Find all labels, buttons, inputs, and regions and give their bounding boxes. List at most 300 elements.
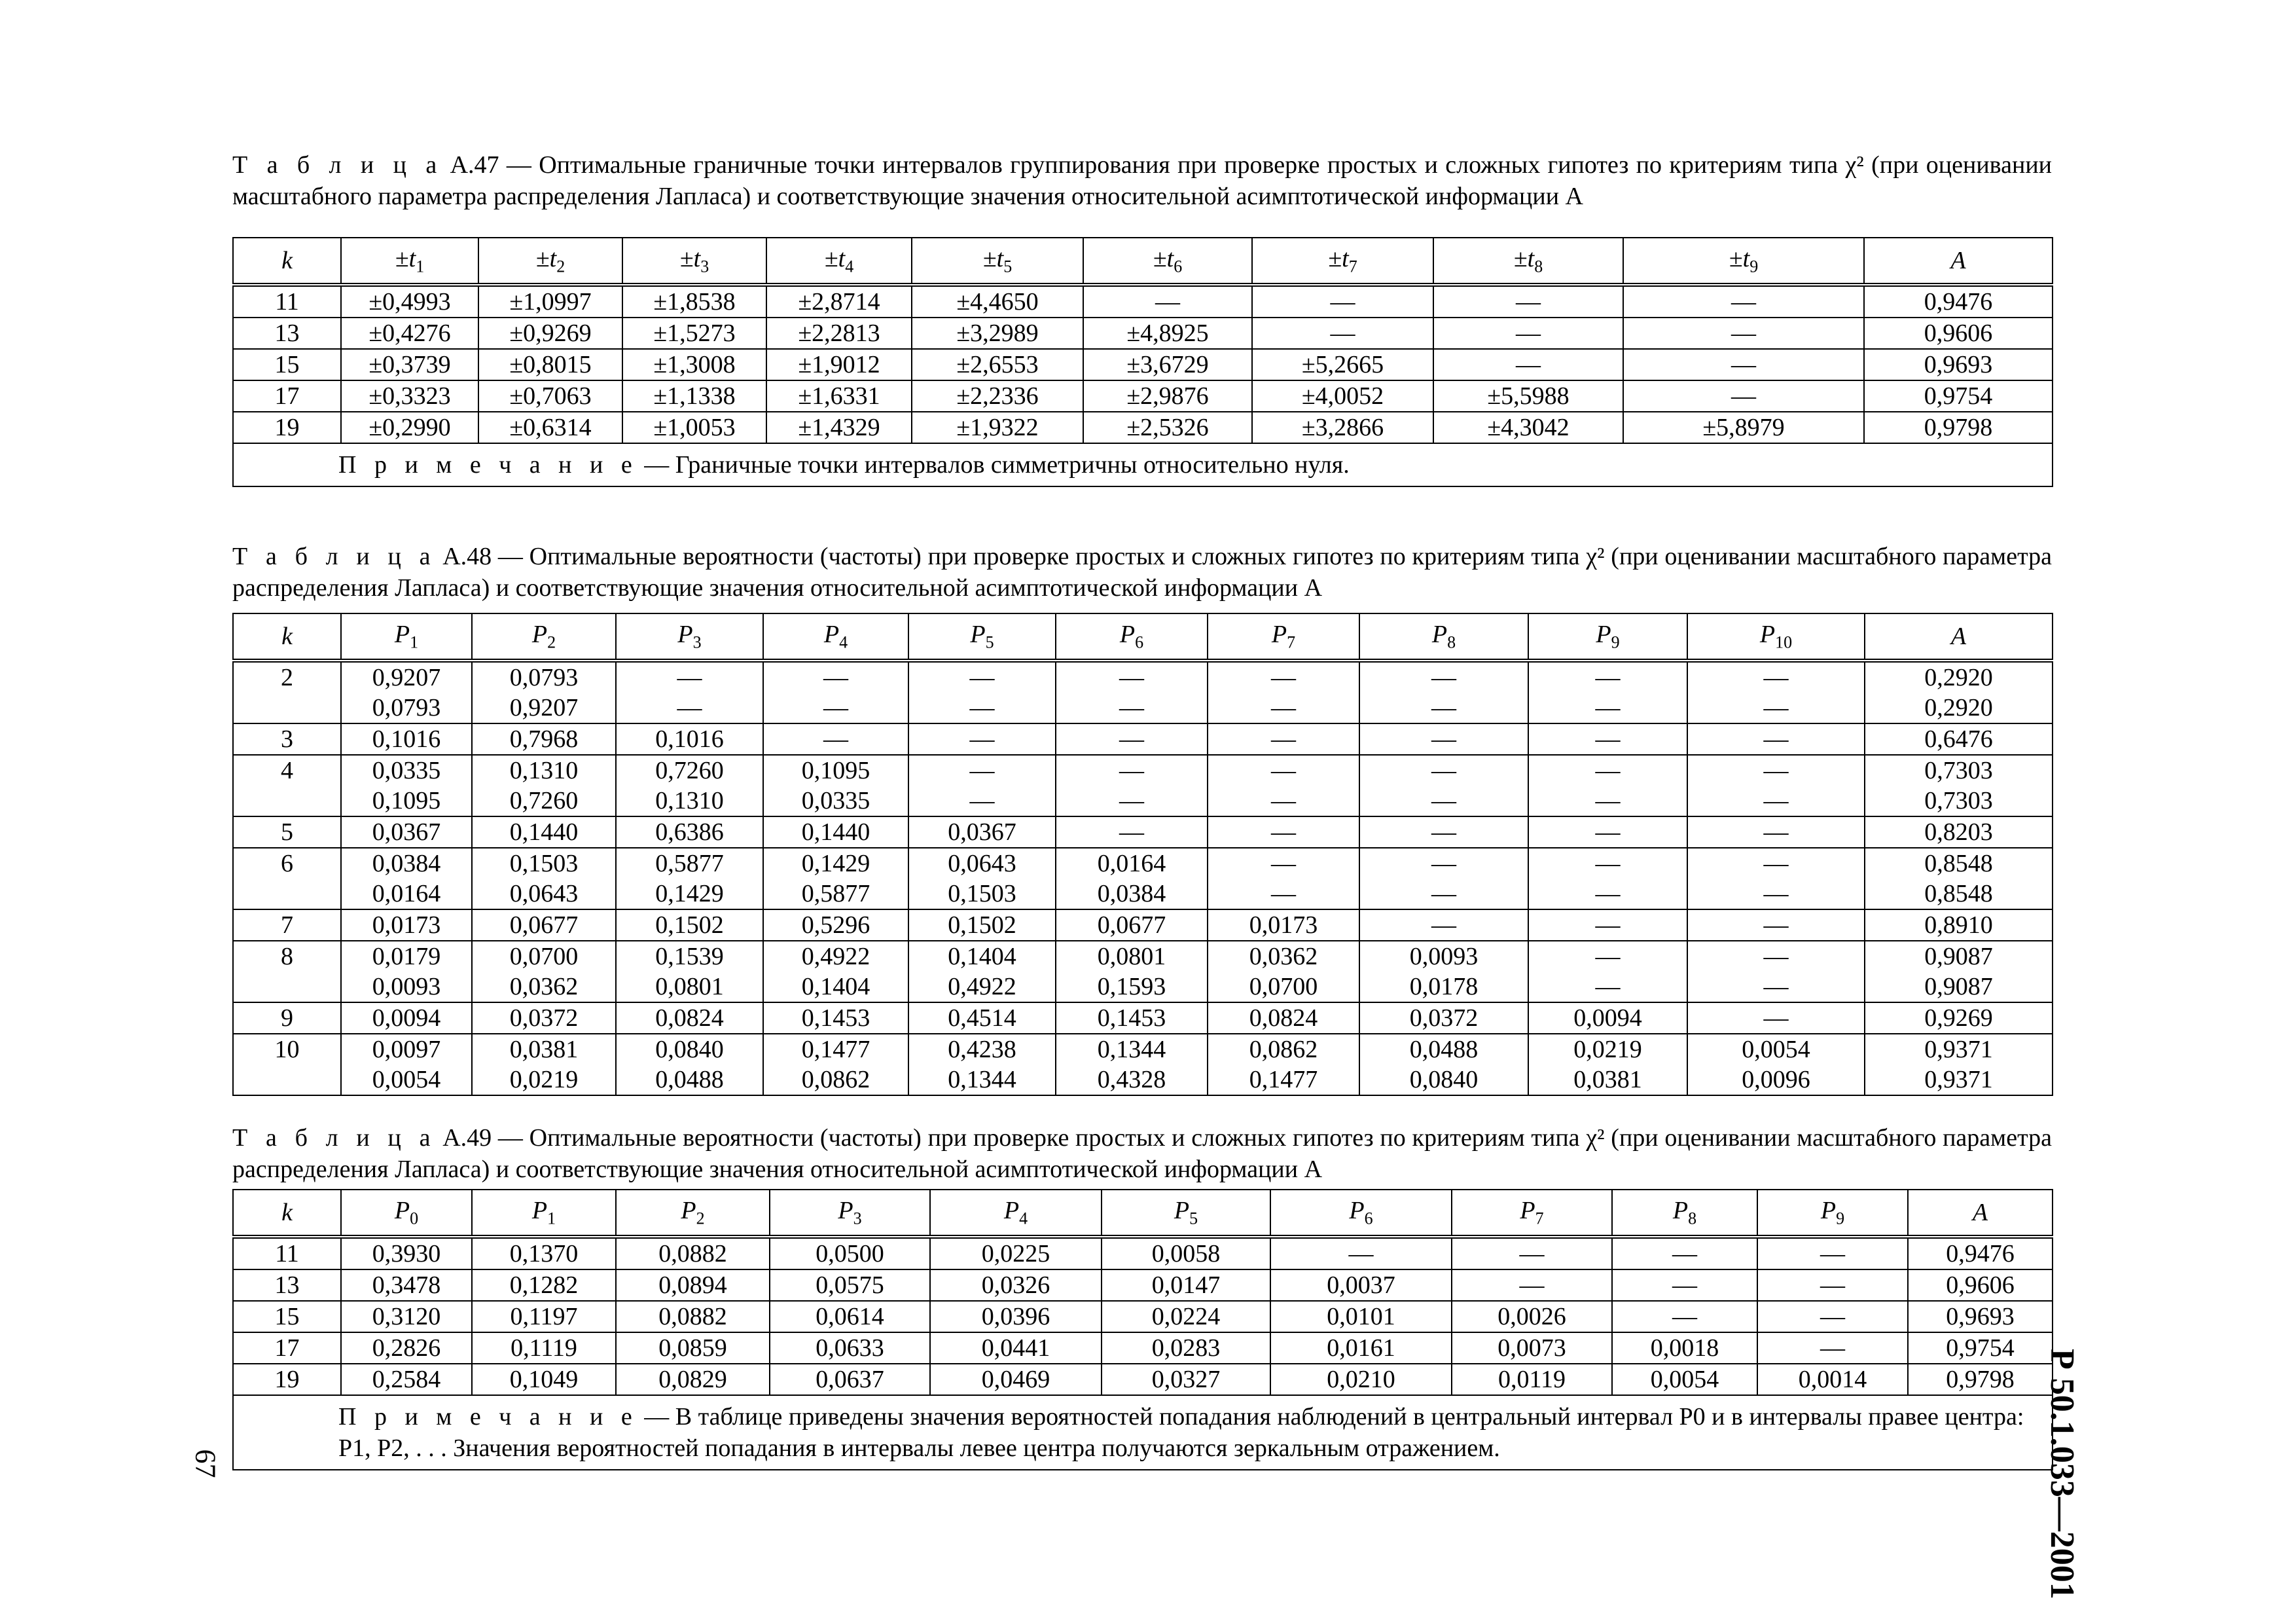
- table-cell: —: [1252, 318, 1433, 349]
- table-row: [233, 1065, 2053, 1095]
- table-cell: ±0,6314: [478, 412, 622, 443]
- table-cell: 0,0058: [1102, 1237, 1270, 1269]
- table-cell: 0,1282: [472, 1269, 616, 1301]
- table-cell: 0,0677: [472, 909, 616, 941]
- column-header: $\pm t_8$: [1433, 238, 1623, 285]
- caption-text: А.48 — Оптимальные вероятности (частоты) при проверке простых и сложных гипотез по критериям типа χ² (при оценивании масштабного параметра распределения Лапласа) и соответствующие значения относительной асимптотической информации A: [232, 543, 2053, 602]
- table-cell: 0,2826: [341, 1332, 472, 1364]
- table-cell: 0,9476: [1908, 1237, 2053, 1269]
- table-cell: ±2,6553: [912, 349, 1083, 380]
- caption-text: А.49 — Оптимальные вероятности (частоты) при проверке простых и сложных гипотез по критериям типа χ² (при оценивании масштабного параметра распределения Лапласа) и соответствующие значения относительной асимптотической информации A: [232, 1124, 2053, 1183]
- table-cell: —: [1528, 972, 1687, 1002]
- table-a49-caption: [232, 1122, 2052, 1185]
- table-cell: 8: [233, 941, 341, 972]
- table-cell: 0,0093: [341, 972, 472, 1002]
- table-cell: —: [1528, 816, 1687, 848]
- table-cell: 0,0824: [616, 1002, 763, 1034]
- table-cell: —: [1687, 786, 1865, 816]
- table-cell: —: [1208, 786, 1359, 816]
- table-cell: 0,1404: [908, 941, 1056, 972]
- table-cell: 0,1477: [763, 1034, 908, 1065]
- table-cell: ±1,8538: [622, 285, 766, 318]
- table-cell: 3: [233, 723, 341, 755]
- table-cell: 0,0840: [1359, 1065, 1528, 1095]
- table-cell: 0,4514: [908, 1002, 1056, 1034]
- column-header: $P_6$: [1056, 613, 1208, 661]
- table-cell: 0,0362: [1208, 941, 1359, 972]
- table-cell: 0,9693: [1908, 1301, 2053, 1332]
- table-row: [233, 1332, 2053, 1364]
- table-cell: ±0,4993: [341, 285, 478, 318]
- table-cell: 0,0054: [1612, 1364, 1757, 1395]
- table-cell: 0,9269: [1865, 1002, 2053, 1034]
- table-cell: 0,1095: [763, 755, 908, 786]
- column-header: $\pm t_3$: [622, 238, 766, 285]
- column-header: $P_2$: [616, 1190, 770, 1237]
- table-cell: —: [1056, 755, 1208, 786]
- table-cell: 0,0637: [770, 1364, 930, 1395]
- table-row: [233, 693, 2053, 723]
- table-cell: —: [1687, 941, 1865, 972]
- table-cell: —: [1359, 723, 1528, 755]
- document-code: Р 50.1.033—2001: [2043, 1349, 2081, 1599]
- table-cell: ±1,9322: [912, 412, 1083, 443]
- column-header: $P_5$: [1102, 1190, 1270, 1237]
- table-cell: 0,1049: [472, 1364, 616, 1395]
- table-row: [233, 972, 2053, 1002]
- table-cell: —: [1687, 661, 1865, 693]
- table-cell: —: [1433, 318, 1623, 349]
- table-cell: ±1,3008: [622, 349, 766, 380]
- table-cell: 0,0094: [341, 1002, 472, 1034]
- table-cell: —: [1757, 1237, 1908, 1269]
- table-cell: 0,7260: [616, 755, 763, 786]
- table-cell: 0,3120: [341, 1301, 472, 1332]
- column-header: A: [1908, 1190, 2053, 1237]
- table-cell: 0,1404: [763, 972, 908, 1002]
- column-header: $P_2$: [472, 613, 616, 661]
- table-cell: 0,0840: [616, 1034, 763, 1065]
- table-cell: 0,0384: [1056, 879, 1208, 909]
- table-cell: —: [763, 723, 908, 755]
- table-cell: —: [1528, 693, 1687, 723]
- table-cell: 9: [233, 1002, 341, 1034]
- table-cell: —: [1359, 755, 1528, 786]
- table-cell: —: [1056, 786, 1208, 816]
- table-a49: [232, 1189, 2053, 1470]
- column-header: $P_0$: [341, 1190, 472, 1237]
- table-cell: 0,1119: [472, 1332, 616, 1364]
- table-cell: 0,0614: [770, 1301, 930, 1332]
- table-cell: —: [1359, 693, 1528, 723]
- table-cell: 0,1440: [763, 816, 908, 848]
- table-cell: 0,0283: [1102, 1332, 1270, 1364]
- table-cell: —: [1252, 285, 1433, 318]
- table-cell: —: [1452, 1269, 1612, 1301]
- caption-text: А.47 — Оптимальные граничные точки интервалов группирования при проверке простых и сложных гипотез по критериям типа χ² (при оценивании масштабного параметра распределения Лапласа) и соответствующие значения относительной асимптотической информации A: [232, 151, 2052, 210]
- table-cell: —: [1359, 909, 1528, 941]
- table-cell: ±0,3323: [341, 380, 478, 412]
- table-cell: 0,9693: [1864, 349, 2053, 380]
- table-cell: 0,0575: [770, 1269, 930, 1301]
- table-cell: —: [763, 693, 908, 723]
- table-cell: 0,0372: [1359, 1002, 1528, 1034]
- table-cell: —: [1623, 380, 1864, 412]
- table-cell: 0,9087: [1865, 941, 2053, 972]
- table-cell: ±1,0997: [478, 285, 622, 318]
- table-cell: 0,0037: [1270, 1269, 1452, 1301]
- column-header: k: [233, 613, 341, 661]
- table-cell: 13: [233, 1269, 341, 1301]
- table-cell: 0,1502: [908, 909, 1056, 941]
- table-cell: 0,8548: [1865, 879, 2053, 909]
- table-cell: —: [1452, 1237, 1612, 1269]
- column-header: $P_3$: [770, 1190, 930, 1237]
- table-a47-caption: [232, 149, 2052, 212]
- table-cell: 0,0824: [1208, 1002, 1359, 1034]
- table-cell: ±0,3739: [341, 349, 478, 380]
- table-cell: 0,0488: [1359, 1034, 1528, 1065]
- table-cell: 0,6476: [1865, 723, 2053, 755]
- table-cell: —: [1208, 755, 1359, 786]
- table-cell: 0,0633: [770, 1332, 930, 1364]
- table-cell: 0,1502: [616, 909, 763, 941]
- table-cell: 0,2920: [1865, 693, 2053, 723]
- table-cell: —: [1528, 755, 1687, 786]
- table-cell: 0,1593: [1056, 972, 1208, 1002]
- table-cell: —: [1433, 349, 1623, 380]
- table-cell: 0,0225: [930, 1237, 1102, 1269]
- table-cell: 0,0862: [763, 1065, 908, 1095]
- table-cell: 0,4922: [908, 972, 1056, 1002]
- table-cell: —: [1528, 723, 1687, 755]
- table-row: [233, 1002, 2053, 1034]
- table-cell: 10: [233, 1034, 341, 1065]
- table-cell: 0,0700: [1208, 972, 1359, 1002]
- table-cell: —: [763, 661, 908, 693]
- table-note-row: [233, 443, 2053, 486]
- table-cell: 0,0793: [341, 693, 472, 723]
- table-cell: —: [1359, 661, 1528, 693]
- table-cell: 19: [233, 412, 341, 443]
- column-header: k: [233, 238, 341, 285]
- note-label: П р и м е ч а н и е: [338, 1403, 638, 1431]
- table-cell: 0,9606: [1908, 1269, 2053, 1301]
- table-cell: 5: [233, 816, 341, 848]
- table-cell: 0,9798: [1864, 412, 2053, 443]
- table-cell: —: [1433, 285, 1623, 318]
- table-cell: —: [908, 661, 1056, 693]
- table-cell: ±1,0053: [622, 412, 766, 443]
- table-cell: 0,0164: [1056, 848, 1208, 879]
- table-cell: 0,1477: [1208, 1065, 1359, 1095]
- table-cell: 0,0097: [341, 1034, 472, 1065]
- table-cell: 0,0372: [472, 1002, 616, 1034]
- table-cell: —: [1687, 909, 1865, 941]
- table-cell: 0,9754: [1908, 1332, 2053, 1364]
- table-label: Т а б л и ц а: [232, 1124, 437, 1152]
- column-header: $\pm t_4$: [766, 238, 912, 285]
- table-cell: —: [616, 693, 763, 723]
- table-row: [233, 909, 2053, 941]
- table-cell: —: [1208, 661, 1359, 693]
- table-cell: 0,0096: [1687, 1065, 1865, 1095]
- table-cell: 0,1503: [908, 879, 1056, 909]
- table-cell: ±5,2665: [1252, 349, 1433, 380]
- table-cell: 15: [233, 349, 341, 380]
- table-cell: 0,0173: [341, 909, 472, 941]
- table-cell: ±2,5326: [1083, 412, 1252, 443]
- table-cell: —: [1687, 755, 1865, 786]
- table-cell: —: [1528, 848, 1687, 879]
- table-cell: ±1,1338: [622, 380, 766, 412]
- column-header: A: [1865, 613, 2053, 661]
- table-row: [233, 848, 2053, 879]
- table-cell: 0,0700: [472, 941, 616, 972]
- table-cell: ±5,8979: [1623, 412, 1864, 443]
- table-cell: 0,0326: [930, 1269, 1102, 1301]
- table-cell: 0,0054: [341, 1065, 472, 1095]
- table-row: [233, 1237, 2053, 1269]
- table-cell: 0,8203: [1865, 816, 2053, 848]
- table-cell: —: [1083, 285, 1252, 318]
- table-cell: 0,1197: [472, 1301, 616, 1332]
- table-cell: —: [1208, 693, 1359, 723]
- note-text: — В таблице приведены значения вероятностей попадания наблюдений в центральный интервал P0 и в интервалы правее центра: P1, P2, . . . Значения вероятностей попадания в интервалы левее центра получаются зеркальным отражением.: [338, 1403, 2024, 1462]
- table-cell: ±4,0052: [1252, 380, 1433, 412]
- table-cell: —: [1359, 848, 1528, 879]
- table-cell: 0,0147: [1102, 1269, 1270, 1301]
- table-cell: 0,0178: [1359, 972, 1528, 1002]
- table-cell: 0,3930: [341, 1237, 472, 1269]
- table-cell: 0,2920: [1865, 661, 2053, 693]
- note-label: П р и м е ч а н и е: [338, 451, 638, 479]
- table-cell: 0,8548: [1865, 848, 2053, 879]
- table-cell: —: [1687, 879, 1865, 909]
- table-cell: ±0,7063: [478, 380, 622, 412]
- table-cell: 0,0829: [616, 1364, 770, 1395]
- column-header: $P_5$: [908, 613, 1056, 661]
- table-cell: 0,7303: [1865, 755, 2053, 786]
- table-cell: ±1,9012: [766, 349, 912, 380]
- table-cell: 0,7303: [1865, 786, 2053, 816]
- table-cell: 0,9371: [1865, 1065, 2053, 1095]
- table-row: [233, 285, 2053, 318]
- table-cell: 0,1016: [616, 723, 763, 755]
- table-row: [233, 816, 2053, 848]
- table-cell: 0,0441: [930, 1332, 1102, 1364]
- table-cell: 0,0367: [341, 816, 472, 848]
- table-cell: ±4,3042: [1433, 412, 1623, 443]
- table-cell: 0,9798: [1908, 1364, 2053, 1395]
- table-row: [233, 723, 2053, 755]
- table-cell: ±3,2866: [1252, 412, 1433, 443]
- header-row: [233, 1190, 2053, 1237]
- table-cell: —: [1612, 1237, 1757, 1269]
- table-cell: —: [1687, 972, 1865, 1002]
- table-cell: [233, 972, 341, 1002]
- table-cell: 0,0894: [616, 1269, 770, 1301]
- table-cell: —: [1528, 661, 1687, 693]
- table-cell: 4: [233, 755, 341, 786]
- table-cell: —: [1056, 723, 1208, 755]
- table-cell: —: [1208, 723, 1359, 755]
- table-cell: 0,0014: [1757, 1364, 1908, 1395]
- table-row: [233, 755, 2053, 786]
- table-cell: 0,0793: [472, 661, 616, 693]
- table-cell: 15: [233, 1301, 341, 1332]
- header-row: [233, 238, 2053, 285]
- table-cell: —: [1687, 1002, 1865, 1034]
- table-cell: 0,1016: [341, 723, 472, 755]
- column-header: $P_4$: [930, 1190, 1102, 1237]
- table-note: [233, 1395, 2053, 1470]
- table-cell: 0,1429: [763, 848, 908, 879]
- table-row: [233, 1364, 2053, 1395]
- table-cell: 0,0488: [616, 1065, 763, 1095]
- table-cell: —: [1359, 879, 1528, 909]
- table-a48: [232, 613, 2053, 1096]
- table-cell: 13: [233, 318, 341, 349]
- table-cell: 0,9754: [1864, 380, 2053, 412]
- table-cell: 0,0018: [1612, 1332, 1757, 1364]
- column-header: A: [1864, 238, 2053, 285]
- table-cell: 6: [233, 848, 341, 879]
- table-cell: 0,4238: [908, 1034, 1056, 1065]
- table-cell: —: [1687, 816, 1865, 848]
- table-cell: 0,0859: [616, 1332, 770, 1364]
- table-row: [233, 879, 2053, 909]
- table-cell: —: [1359, 816, 1528, 848]
- table-cell: ±1,4329: [766, 412, 912, 443]
- table-cell: 0,0677: [1056, 909, 1208, 941]
- table-cell: 0,1453: [1056, 1002, 1208, 1034]
- column-header: $\pm t_9$: [1623, 238, 1864, 285]
- table-cell: 0,1539: [616, 941, 763, 972]
- table-cell: —: [1528, 941, 1687, 972]
- table-row: [233, 941, 2053, 972]
- table-cell: ±1,5273: [622, 318, 766, 349]
- table-cell: —: [1056, 693, 1208, 723]
- table-cell: —: [908, 693, 1056, 723]
- column-header: $P_{10}$: [1687, 613, 1865, 661]
- table-cell: 0,0093: [1359, 941, 1528, 972]
- table-cell: 0,0381: [472, 1034, 616, 1065]
- table-cell: ±5,5988: [1433, 380, 1623, 412]
- table-cell: 0,0119: [1452, 1364, 1612, 1395]
- table-cell: 0,0327: [1102, 1364, 1270, 1395]
- column-header: $P_9$: [1528, 613, 1687, 661]
- table-cell: 0,9606: [1864, 318, 2053, 349]
- table-cell: 0,9087: [1865, 972, 2053, 1002]
- table-cell: 0,1503: [472, 848, 616, 879]
- table-cell: ±0,9269: [478, 318, 622, 349]
- table-cell: 0,0026: [1452, 1301, 1612, 1332]
- table-cell: 0,0862: [1208, 1034, 1359, 1065]
- table-cell: —: [1687, 848, 1865, 879]
- table-cell: 0,0469: [930, 1364, 1102, 1395]
- table-cell: —: [1056, 816, 1208, 848]
- table-cell: 0,0801: [616, 972, 763, 1002]
- column-header: k: [233, 1190, 341, 1237]
- table-cell: 0,0179: [341, 941, 472, 972]
- table-cell: —: [1623, 318, 1864, 349]
- table-cell: —: [1623, 285, 1864, 318]
- table-cell: 0,0500: [770, 1237, 930, 1269]
- table-cell: —: [1757, 1301, 1908, 1332]
- table-note: [233, 443, 2053, 486]
- table-cell: 0,9476: [1864, 285, 2053, 318]
- table-cell: 0,7968: [472, 723, 616, 755]
- table-cell: 0,1310: [616, 786, 763, 816]
- table-cell: ±2,2336: [912, 380, 1083, 412]
- table-cell: [233, 1065, 341, 1095]
- table-row: [233, 786, 2053, 816]
- column-header: $\pm t_6$: [1083, 238, 1252, 285]
- table-cell: 0,1310: [472, 755, 616, 786]
- table-cell: —: [908, 755, 1056, 786]
- table-row: [233, 1034, 2053, 1065]
- table-cell: 0,7260: [472, 786, 616, 816]
- table-cell: 0,4922: [763, 941, 908, 972]
- table-cell: —: [1528, 786, 1687, 816]
- table-cell: —: [1623, 349, 1864, 380]
- table-cell: 0,0362: [472, 972, 616, 1002]
- table-row: [233, 412, 2053, 443]
- table-cell: —: [1687, 693, 1865, 723]
- table-cell: 0,9207: [341, 661, 472, 693]
- table-cell: 0,1429: [616, 879, 763, 909]
- table-cell: 19: [233, 1364, 341, 1395]
- table-cell: ±3,6729: [1083, 349, 1252, 380]
- table-cell: —: [1208, 816, 1359, 848]
- table-cell: 0,0384: [341, 848, 472, 879]
- table-cell: 0,4328: [1056, 1065, 1208, 1095]
- table-cell: 0,0161: [1270, 1332, 1452, 1364]
- table-cell: 0,0643: [908, 848, 1056, 879]
- table-cell: 0,2584: [341, 1364, 472, 1395]
- table-cell: 0,0335: [763, 786, 908, 816]
- table-cell: 11: [233, 285, 341, 318]
- table-cell: ±3,2989: [912, 318, 1083, 349]
- column-header: $P_8$: [1359, 613, 1528, 661]
- table-cell: 0,6386: [616, 816, 763, 848]
- column-header: $P_7$: [1452, 1190, 1612, 1237]
- table-cell: —: [1757, 1269, 1908, 1301]
- table-row: [233, 1301, 2053, 1332]
- table-cell: 0,9207: [472, 693, 616, 723]
- column-header: $P_7$: [1208, 613, 1359, 661]
- table-cell: ±4,8925: [1083, 318, 1252, 349]
- table-cell: [233, 879, 341, 909]
- table-cell: —: [1612, 1301, 1757, 1332]
- table-row: [233, 349, 2053, 380]
- table-cell: ±0,8015: [478, 349, 622, 380]
- table-label: Т а б л и ц а: [232, 151, 443, 179]
- table-row: [233, 661, 2053, 693]
- table-cell: ±2,8714: [766, 285, 912, 318]
- column-header: $P_9$: [1757, 1190, 1908, 1237]
- table-row: [233, 318, 2053, 349]
- table-cell: —: [1359, 786, 1528, 816]
- table-cell: —: [1687, 723, 1865, 755]
- table-cell: 0,0164: [341, 879, 472, 909]
- table-cell: 0,0882: [616, 1237, 770, 1269]
- column-header: $P_1$: [341, 613, 472, 661]
- column-header: $\pm t_2$: [478, 238, 622, 285]
- table-cell: 0,5877: [763, 879, 908, 909]
- column-header: $P_6$: [1270, 1190, 1452, 1237]
